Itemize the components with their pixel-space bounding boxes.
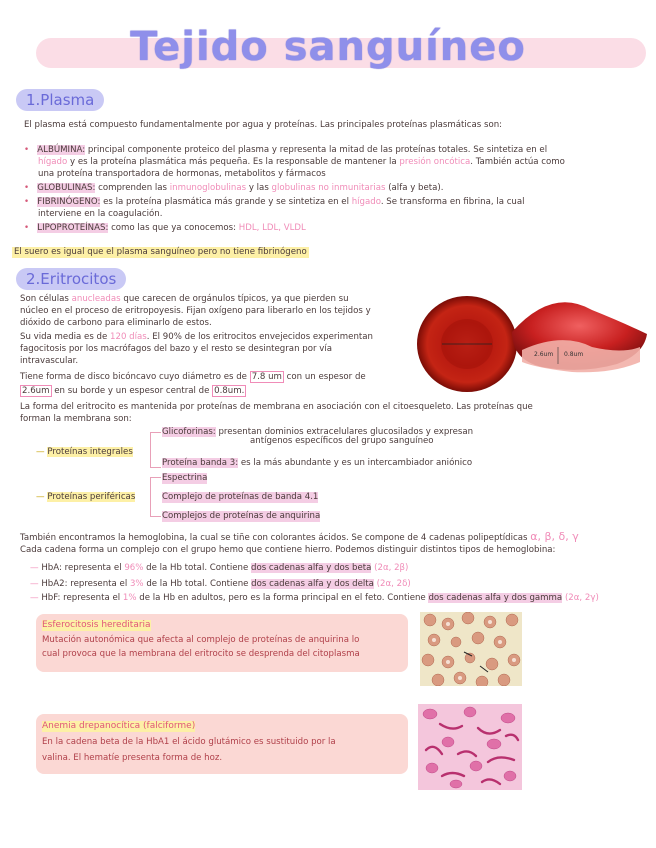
esferocitosis-text2: cual provoca que la membrana del eritrocito se desprenda del citoplasma xyxy=(42,649,360,659)
globulinas-item: • GLOBULINAS: comprenden las inmunoglobulinas y las globulinas no inmunitarias (alfa y beta). xyxy=(24,183,444,193)
fibrinogeno-item: • FIBRINÓGENO: es la proteína plasmática más grande y se sintetiza en el hígado. Se transforma en fibrina, la cual xyxy=(24,197,525,207)
integrales-bracket xyxy=(150,432,161,468)
esferocitosis-text1: Mutación autonómica que afecta al complejo de proteínas de anquirina lo xyxy=(42,635,360,645)
hemoglobina-line1: También encontramos la hemoglobina, la cual se tiñe con colorantes ácidos. Se compone de 4 cadenas polipeptídicas α, β, δ, γ xyxy=(20,530,579,543)
albumina-label: ALBÚMINA: xyxy=(37,145,86,155)
espectrina: Espectrina xyxy=(162,473,208,483)
hbf-item: — HbF: representa el 1% de la Hb en adultos, pero es la forma principal en el feto. Contiene dos cadenas alfa y dos gamma (2α, 2γ) xyxy=(30,593,599,603)
eritro-p3-line2: 2.6um en su borde y un espesor central de 0.8um. xyxy=(22,386,245,396)
anemia-text1: En la cadena beta de la HbA1 el ácido glutámico es sustituido por la xyxy=(42,737,336,747)
sickle-cells-micrograph xyxy=(418,704,522,790)
albumina-line3: una proteína transportadora de hormonas, metabolitos y fármacos xyxy=(38,169,326,179)
banda3-line: Proteína banda 3: es la más abundante y es un intercambiador aniónico xyxy=(162,458,473,468)
suero-note: El suero es igual que el plasma sanguíneo pero no tiene fibrinógeno xyxy=(14,247,307,257)
proteinas-perifericas: — Proteínas periféricas xyxy=(36,492,136,502)
lipoproteinas-item: • LIPOPROTEÍNAS: como las que ya conocemos: HDL, LDL, VLDL xyxy=(24,223,306,233)
cell-label-0.8um: 0.8um xyxy=(564,351,584,358)
glicoforinas-line2: antígenos específicos del grupo sanguíneo xyxy=(250,436,434,446)
proteinas-integrales: — Proteínas integrales xyxy=(36,447,133,457)
eritro-p2-line1: Su vida media es de 120 días. El 90% de los eritrocitos envejecidos experimentan xyxy=(20,332,373,342)
albumina-item: • ALBÚMINA: principal componente proteico del plasma y representa la mitad de las proteínas totales. Se sintetiza en el xyxy=(24,145,548,155)
erythrocyte-illustration xyxy=(412,292,652,402)
eritro-p1-line3: dióxido de carbono para eliminarlo de estos. xyxy=(20,318,212,328)
eritro-p2-line2: fagocitosis por los macrófagos del bazo y el resto se desintegran por vía xyxy=(20,344,332,354)
eritro-p4-line1: La forma del eritrocito es mantenida por proteínas de membrana en asociación con el citoesqueleto. Las proteínas que xyxy=(20,402,533,412)
hba-item: — HbA: representa el 96% de la Hb total. Contiene dos cadenas alfa y dos beta (2α, 2β) xyxy=(30,563,409,573)
cell-label-2.6um: 2.6um xyxy=(534,351,554,358)
eritro-p1-line1: Son células anucleadas que carecen de orgánulos típicos, ya que pierden su xyxy=(20,294,349,304)
eritro-p1-line2: núcleo en el proceso de eritropoyesis. Fijan oxígeno para liberarlo en los tejidos y xyxy=(20,306,371,316)
spherocytes-micrograph xyxy=(420,612,522,686)
anquirina: Complejos de proteínas de anquirina xyxy=(162,511,321,521)
section-heading-eritrocitos: 2.Eritrocitos xyxy=(16,268,126,290)
banda41: Complejo de proteínas de banda 4.1 xyxy=(162,492,319,502)
page-title: Tejido sanguíneo xyxy=(130,24,526,70)
eritro-p4-line2: forman la membrana son: xyxy=(20,414,132,424)
section-heading-plasma: 1.Plasma xyxy=(16,89,104,111)
fibrinogeno-line2: interviene en la coagulación. xyxy=(38,209,163,219)
esferocitosis-title: Esferocitosis hereditaria xyxy=(42,620,151,630)
plasma-intro: El plasma está compuesto fundamentalmente por agua y proteínas. Las principales proteínas plasmáticas son: xyxy=(24,120,503,130)
albumina-line2: hígado y es la proteína plasmática más pequeña. Es la responsable de mantener la presión oncótica. También actúa como xyxy=(38,157,565,167)
eritro-p3-line1: Tiene forma de disco bicóncavo cuyo diámetro es de 7.8 um con un espesor de xyxy=(20,372,366,382)
perifericas-bracket xyxy=(150,477,161,517)
eritro-p2-line3: intravascular. xyxy=(20,356,79,366)
hba2-item: — HbA2: representa el 3% de la Hb total. Contiene dos cadenas alfa y dos delta (2α, 2δ) xyxy=(30,579,411,589)
anemia-text2: valina. El hematíe presenta forma de hoz. xyxy=(42,753,223,763)
anemia-title: Anemia drepanocítica (falciforme) xyxy=(42,721,196,731)
glicoforinas-line1: Glicoforinas: presentan dominios extracelulares glucosilados y expresan xyxy=(162,427,474,437)
hemoglobina-line2: Cada cadena forma un complejo con el grupo hemo que contiene hierro. Podemos distinguir distintos tipos de hemoglobina: xyxy=(20,545,556,555)
